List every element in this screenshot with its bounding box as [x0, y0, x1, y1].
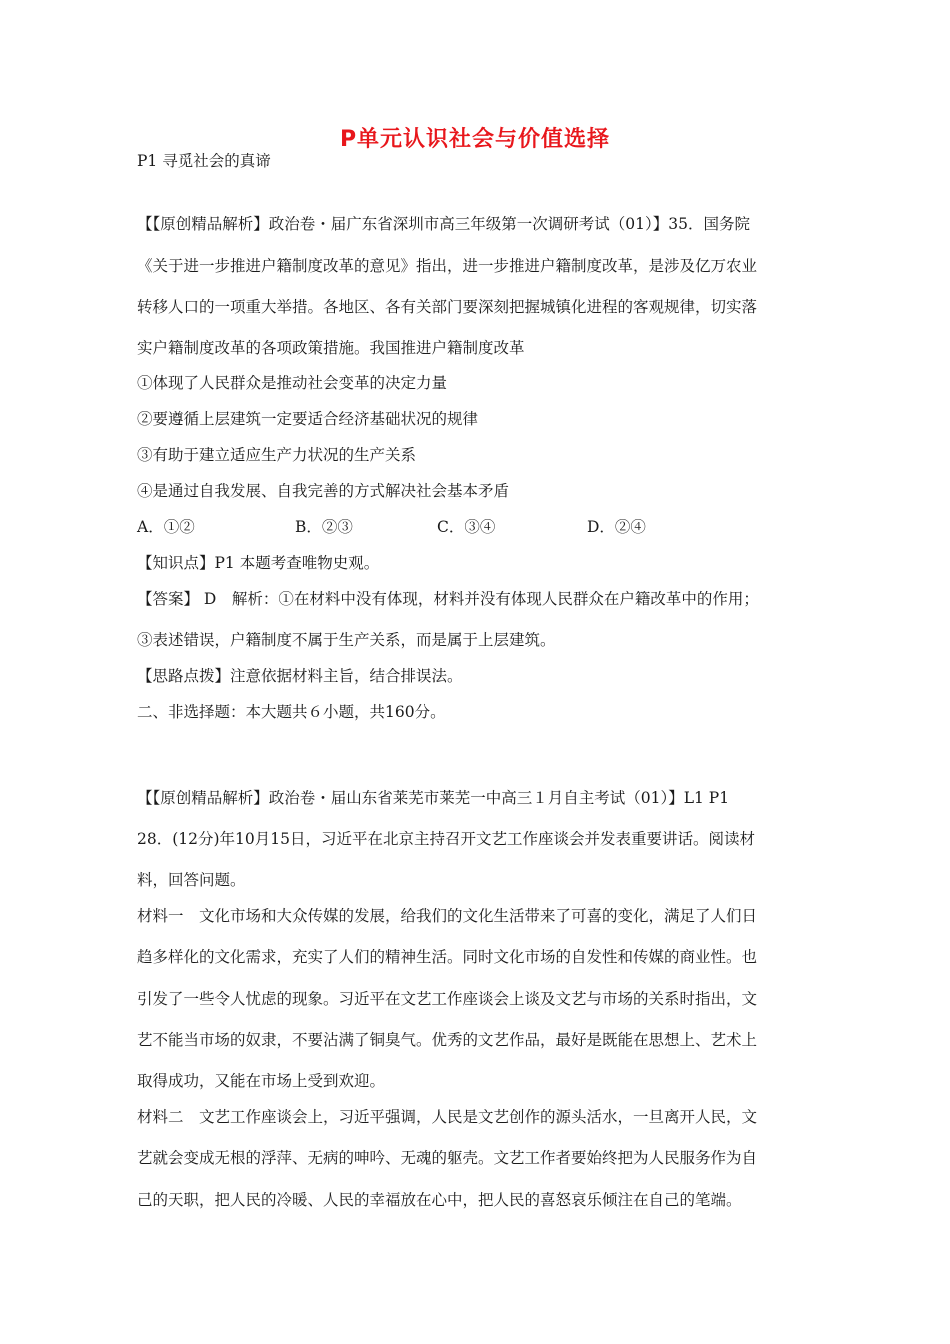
- part-two-heading: 二、非选择题：本大题共６小题，共160分。: [137, 703, 446, 721]
- option-b: B．②③: [295, 518, 353, 536]
- q1-answer-line: 【答案】 D 解析：①在材料中没有体现，材料并没有体现人民群众在户籍改革中的作用；: [137, 590, 759, 608]
- q2-material-line: 材料一 文化市场和大众传媒的发展，给我们的文化生活带来了可喜的变化，满足了人们日: [137, 907, 758, 925]
- q1-stem-line: 《关于进一步推进户籍制度改革的意见》指出，进一步推进户籍制度改革，是涉及亿万农业: [137, 257, 758, 275]
- option-a: A．①②: [137, 518, 195, 536]
- q2-material-line: 艺不能当市场的奴隶，不要沾满了铜臭气。优秀的文艺作品，最好是既能在思想上、艺术上: [137, 1031, 758, 1049]
- q1-statement: ①体现了人民群众是推动社会变革的决定力量: [137, 374, 448, 392]
- q1-statement: ③有助于建立适应生产力状况的生产关系: [137, 446, 417, 464]
- document-title: P单元认识社会与价值选择: [339, 127, 611, 152]
- q2-line: 料，回答问题。: [137, 871, 246, 889]
- q2-material-line: 材料二 文艺工作座谈会上，习近平强调，人民是文艺创作的源头活水，一旦离开人民，文: [137, 1108, 758, 1126]
- q2-material-line: 取得成功，又能在市场上受到欢迎。: [137, 1072, 386, 1090]
- q1-stem-line: 实户籍制度改革的各项政策措施。我国推进户籍制度改革: [137, 339, 525, 357]
- option-c: C．③④: [437, 518, 496, 536]
- q2-material-line: 艺就会变成无根的浮萍、无病的呻吟、无魂的躯壳。文艺工作者要始终把为人民服务作为自: [137, 1149, 758, 1167]
- q1-answer-line: ③表述错误，户籍制度不属于生产关系，而是属于上层建筑。: [137, 631, 556, 649]
- q2-line: 【【原创精品解析】政治卷・届山东省莱芜市莱芜一中高三１月自主考试（01）】L1 P1: [137, 789, 730, 807]
- q1-statement: ②要遵循上层建筑一定要适合经济基础状况的规律: [137, 410, 479, 428]
- q2-material-line: 趋多样化的文化需求，充实了人们的精神生活。同时文化市场的自发性和传媒的商业性。也: [137, 948, 758, 966]
- q2-material-line: 己的天职，把人民的冷暖、人民的幸福放在心中，把人民的喜怒哀乐倾注在自己的笔端。: [137, 1191, 742, 1209]
- q1-statement: ④是通过自我发展、自我完善的方式解决社会基本矛盾: [137, 482, 510, 500]
- q1-stem-line: 【【原创精品解析】政治卷・届广东省深圳市高三年级第一次调研考试（01）】35．国务院: [137, 215, 750, 233]
- section-heading: P1 寻觅社会的真谛: [137, 152, 271, 170]
- q2-material-line: 引发了一些令人忧虑的现象。习近平在文艺工作座谈会上谈及文艺与市场的关系时指出，文: [137, 990, 758, 1008]
- q1-hint: 【思路点拨】注意依据材料主旨，结合排误法。: [137, 667, 463, 685]
- q1-knowledge-point: 【知识点】P1 本题考查唯物史观。: [137, 554, 380, 572]
- q2-line: 28．(12分)年10月15日，习近平在北京主持召开文艺工作座谈会并发表重要讲话。阅读材: [137, 830, 755, 848]
- q1-stem-line: 转移人口的一项重大举措。各地区、各有关部门要深刻把握城镇化进程的客观规律，切实落: [137, 298, 758, 316]
- q1-options: [137, 516, 817, 538]
- option-d: D．②④: [587, 518, 646, 536]
